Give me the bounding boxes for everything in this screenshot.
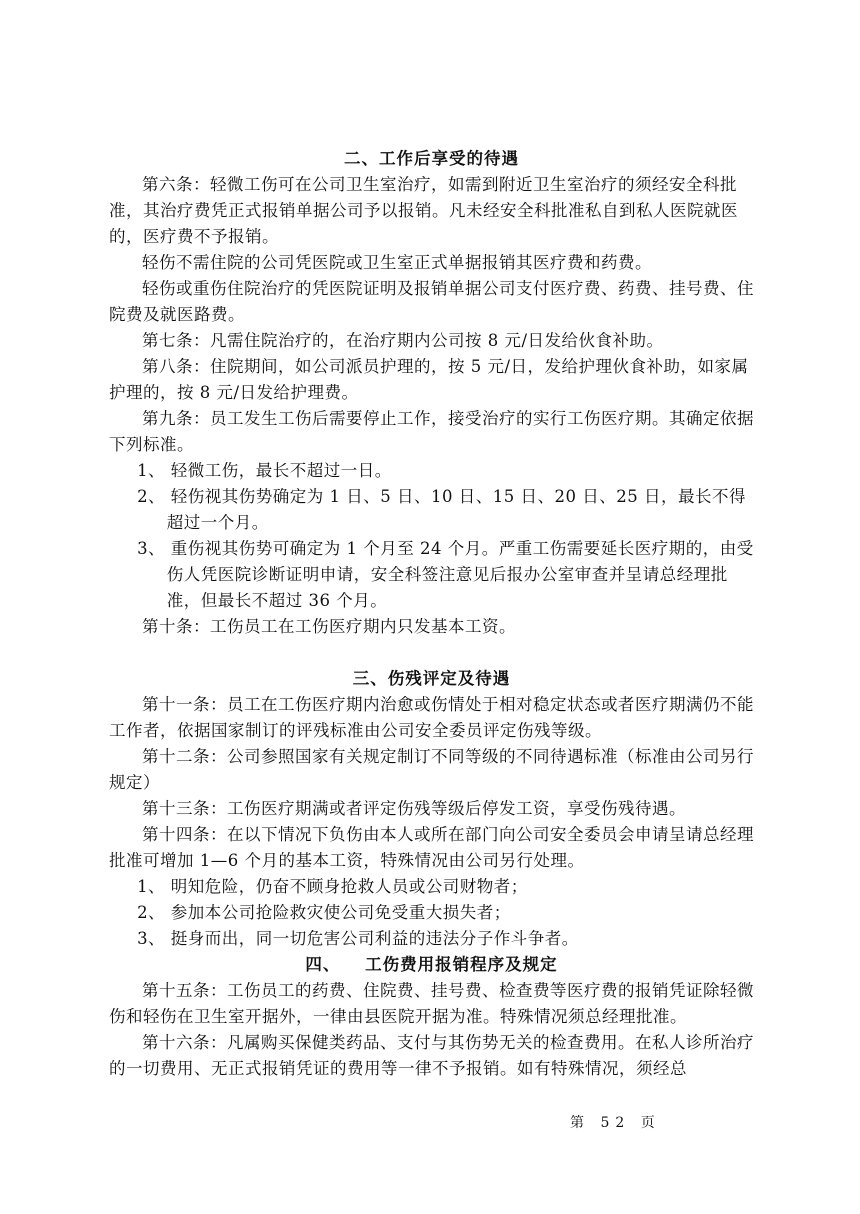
paragraph-article-10: 第十条：工伤员工在工伤医疗期内只发基本工资。 — [142, 617, 516, 636]
paragraph-article-14: 第十四条：在以下情况下负伤由本人或所在部门向公司安全委员会申请呈请总经理批准可增加 1—6 个月的基本工资，特殊情况由公司另行处理。 — [109, 825, 754, 870]
paragraph-article-9: 第九条：员工发生工伤后需要停止工作，接受治疗的实行工伤医疗期。其确定依据下列标准。 — [109, 409, 754, 454]
paragraph-article-7: 第七条：凡需住院治疗的，在治疗期内公司按 8 元/日发给伙食补助。 — [142, 331, 664, 350]
paragraph-minor-injury: 轻伤不需住院的公司凭医院或卫生室正式单据报销其医疗费和药费。 — [142, 253, 652, 272]
document-body — [109, 146, 754, 1082]
page-number: 第 52 页 — [570, 1115, 661, 1131]
list-item: 3、 重伤视其伤势可确定为 1 个月至 24 个月。严重工伤需要延长医疗期的，由受伤人凭医院诊断证明申请，安全科签注意见后报办公室审查并呈请总经理批准，但最长不超过 36 个月。 — [137, 539, 754, 610]
paragraph-article-16: 第十六条：凡属购买保健类药品、支付与其伤势无关的检查费用。在私人诊所治疗的一切费用、无正式报销凭证的费用等一律不予报销。如有特殊情况，须经总 — [109, 1033, 754, 1078]
list-item: 1、 轻微工伤，最长不超过一日。 — [137, 461, 392, 480]
list-item: 2、 轻伤视其伤势确定为 1 日、5 日、10 日、15 日、20 日、25 日，最长不得超过一个月。 — [137, 487, 746, 532]
paragraph-article-15: 第十五条：工伤员工的药费、住院费、挂号费、检查费等医疗费的报销凭证除轻微伤和轻伤在卫生室开据外，一律由县医院开据为准。特殊情况须总经理批准。 — [109, 981, 754, 1026]
paragraph-article-13: 第十三条：工伤医疗期满或者评定伤残等级后停发工资，享受伤残待遇。 — [142, 799, 686, 818]
section-spacer — [109, 640, 754, 666]
list-item: 1、 明知危险，仍奋不顾身抢救人员或公司财物者； — [137, 877, 528, 896]
paragraph-article-8: 第八条：住院期间，如公司派员护理的，按 5 元/日，发给护理伙食补助，如家属护理的，按 8 元/日发给护理费。 — [109, 357, 749, 402]
paragraph-article-11: 第十一条：员工在工伤医疗期内治愈或伤情处于相对稳定状态或者医疗期满仍不能工作者，依据国家制订的评残标准由公司安全委员评定伤残等级。 — [109, 695, 754, 740]
section-heading-3: 三、伤残评定及待遇 — [352, 669, 511, 688]
paragraph-article-12: 第十二条：公司参照国家有关规定制订不同等级的不同待遇标准（标准由公司另行规定） — [109, 747, 754, 792]
paragraph-hospitalization: 轻伤或重伤住院治疗的凭医院证明及报销单据公司支付医疗费、药费、挂号费、住院费及就医路费。 — [109, 279, 754, 324]
section-heading-2: 二、工作后享受的待遇 — [344, 149, 519, 168]
paragraph-article-6: 第六条：轻微工伤可在公司卫生室治疗，如需到附近卫生室治疗的须经安全科批准，其治疗费凭正式报销单据公司予以报销。凡未经安全科批准私自到私人医院就医的，医疗费不予报销。 — [109, 175, 738, 246]
list-item: 3、 挺身而出，同一切危害公司利益的违法分子作斗争者。 — [137, 929, 579, 948]
list-item: 2、 参加本公司抢险救灾使公司免受重大损失者； — [137, 903, 511, 922]
section-heading-4: 四、 工伤费用报销程序及规定 — [305, 955, 558, 974]
